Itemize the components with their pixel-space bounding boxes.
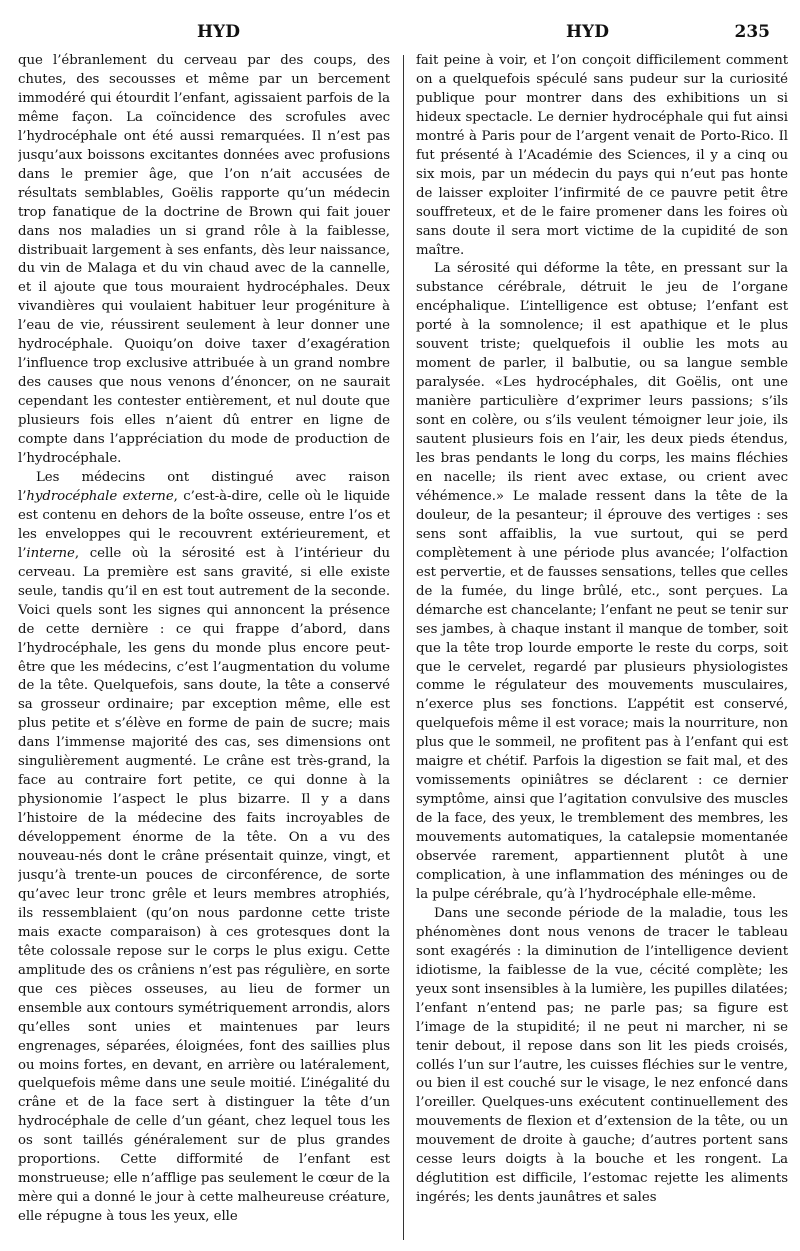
header-center-word: HYD [566,22,609,42]
right-column [416,52,788,1242]
paragraph-right-2: La sérosité qui déforme la tête, en pressant sur la substance cérébrale, détruit le jeu de l’organe encéphalique. L’intelligence est obtuse; l’enfant est porté à la somnolence; il est apathique et le plus souvent triste; quelquefois il oublie les mots au moment de parler, il balbutie, ou sa langue semble paralysée. «Les hydrocéphales, dit Goëlis, ont une manière particulière d’exprimer leurs passions; s’ils sont en colère, ou s’ils veulent témoigner leur joie, ils sautent plusieurs fois en l’air, les deux pieds étendus, les bras pendants le long du corps, les mains fléchies en nacelle; ils rient avec extase, ou crient avec véhémence.» Le malade ressent dans la tête de la douleur, de la pesanteur; il éprouve des vertiges : ses sens sont affaiblis, la vue surtout, qui se perd complètement à une période plus avancée; l’olfaction est pervertie, et de fausses sensations, telles que celles de la fumée, du linge brûlé, etc., sont perçues. La démarche est chancelante; l’enfant ne peut se tenir sur ses jambes, à chaque instant il manque de tomber, soit que la tête trop lourde emporte le reste du corps, soit que le cervelet, regardé par plusieurs physiologistes comme le régulateur des mouvements musculaires, n’exerce plus ses fonctions. L’appétit est conservé, quelquefois même il est vorace; mais la nourriture, non plus que le sommeil, ne profitent pas à l’enfant qui est maigre et chétif. Parfois la digestion se fait mal, et des vomissements opiniâtres se déclarent : ce dernier symptôme, ainsi que l’agitation convulsive des muscles de la face, des yeux, le tremblement des membres, les mouvements automatiques, la catalepsie momentanée observée rarement, appartiennent plutôt à une complication, à une inflammation des méninges ou de la pulpe cérébrale, qu’à l’hydrocéphale elle-même. [416,261,788,902]
paragraph-left-2 [18,469,390,1227]
italic-term-external: hydrocéphale externe [26,488,174,504]
running-header [0,22,800,48]
column-divider [403,55,404,1240]
paragraph-left-1: que l’ébranlement du cerveau par des coups, des chutes, des secousses et même par un bercement immodéré qui étourdit l’enfant, agissaient parfois de la même façon. La coïncidence des scrofules avec l’hydrocéphale ont été aussi remarquées. Il n’est pas jusqu’aux boissons excitantes données avec profusions dans le premier âge, que l’on n’ait accusées de résultats semblables, Goëlis rapporte qu’un médecin trop fanatique de la doctrine de Brown qui fait jouer dans nos maladies un si grand rôle à la faiblesse, distribuait largement à ses enfants, dès leur naissance, du vin de Malaga et du vin chaud avec de la cannelle, et il ajoute que tous mouraient hydrocéphales. Deux vivandières qui voulaient habituer leur progéniture à l’eau de vie, réussirent seulement à leur donner une hydrocéphale. Quoiqu’on doive taxer d’exagération l’influence trop exclusive attribuée à un grand nombre des causes que nous venons d’énoncer, on ne saurait cependant les contester entièrement, et nul doute que plusieurs fois elles n’aient dû entrer en ligne de compte dans l’appréciation du mode de production de l’hydrocéphale. [18,53,390,467]
text-run: , c’est-à-dire, celle où le liquide est contenu en dehors de la boîte osseuse, entre l’os et les enveloppes qui le recouvrent extérieurement, et l’ [18,488,390,561]
text-run: , celle où la sérosité est à l’intérieur du cerveau. La première est sans gravité, si elle existe seule, tandis qu’il en est tout autrement de la seconde. Voici quels sont les signes qui annoncent la présence de cette dernière : ce qui frappe d’abord, dans l’hydrocéphale, les gens du monde plus encore peut-être que les médecins, c’est l’augmentation du volume de la tête. Quelquefois, sans doute, la tête a conservé sa grosseur ordinaire; par exception même, elle est plus petite et s’élève en forme de pain de sucre; mais dans l’immense majorité des cas, ses dimensions ont singulièrement augmenté. Le crâne est très-grand, la face au contraire fort petite, ce qui donne à la physionomie l’aspect le plus bizarre. Il y a dans l’histoire de la médecine des faits incroyables de développement énorme de la tête. On a vu des nouveau-nés dont le crâne présentait quinze, vingt, et jusqu’à trente-un pouces de circonférence, de sorte qu’avec leur tronc grêle et leurs membres atrophiés, ils ressemblaient (qu’on nous pardonne cette triste mais exacte comparaison) à ces grotesques dont la tête colossale repose sur le corps le plus exigu. Cette amplitude des os crâniens n’est pas régulière, en sorte que ces pièces osseuses, au lieu de former un ensemble aux contours symétriquement arrondis, alors qu’elles sont unies et maintenues par leurs engrenages, séparées, éloignées, font des saillies plus ou moins fortes, en devant, en arrière ou latéralement, quelquefois même dans une seule moitié. L’inégalité du crâne et de la face sert à distinguer la tête d’un hydrocéphale de celle d’un géant, chez lequel tous les os sont taillés généralement sur de plus grandes proportions. Cette difformité de l’enfant est monstrueuse; elle n’afflige pas seulement le cœur de la mère qui a donné le jour à cette malheureuse créature, elle répugne à tous les yeux, elle [18,545,390,1225]
header-left-word: HYD [197,22,240,42]
italic-term-internal: interne [26,545,75,561]
text-run: Les médecins ont distingué avec raison l’ [18,469,390,504]
paragraph-right-1: fait peine à voir, et l’on conçoit difficilement comment on a quelquefois spéculé sans pudeur sur la curiosité publique pour montrer dans des exhibitions un si hideux spectacle. Le dernier hydrocéphale qui fut ainsi montré à Paris pour de l’argent venait de Porto-Rico. Il fut présenté à l’Académie des Sciences, il y a cinq ou six mois, par un médecin du pays qui n’eut pas honte de laisser exploiter l’infirmité de ce pauvre petit être souffreteux, et de le faire promener dans les foires où sans doute il sera mort victime de la cupidité de son maître. [416,53,788,258]
page-number: 235 [734,22,770,42]
paragraph-right-3: Dans une seconde période de la maladie, tous les phénomènes dont nous venons de tracer le tableau sont exagérés : la diminution de l’intelligence devient idiotisme, la faiblesse de la vue, cécité complète; les yeux sont insensibles à la lumière, les pupilles dilatées; l’enfant n’entend pas; ne parle pas; sa figure est l’image de la stupidité; il ne peut ni marcher, ni se tenir debout, il repose dans son lit les pieds croisés, collés l’un sur l’autre, les cuisses fléchies sur le ventre, ou bien il est couché sur le visage, le nez enfoncé dans l’oreiller. Quelques-uns exécutent continuellement des mouvements de flexion et d’extension de la tête, ou un mouvement de droite à gauche; d’autres portent sans cesse leurs doigts à la bouche et les rongent. La déglutition est difficile, l’estomac rejette les aliments ingérés; les dents jaunâtres et sales [416,905,788,1206]
left-column [18,52,390,1242]
